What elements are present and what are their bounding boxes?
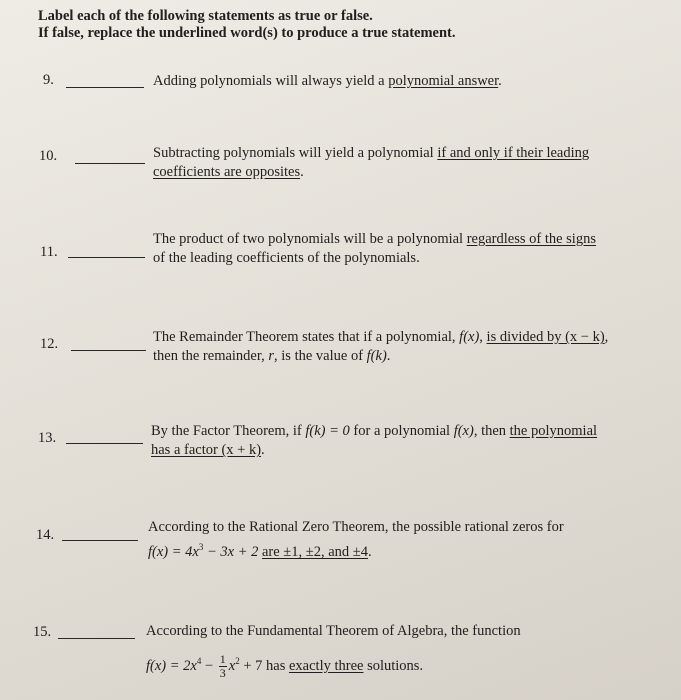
answer-blank[interactable] bbox=[66, 87, 144, 88]
question-number: 12. bbox=[40, 336, 59, 352]
math-expression: f(k) = 0 bbox=[305, 423, 350, 439]
fraction: $\frac{1}{3}$ bbox=[219, 652, 226, 680]
statement-text-line-2: has a factor (x + k). bbox=[151, 442, 265, 458]
underlined-phrase: polynomial answer bbox=[388, 73, 499, 89]
question-number: 9. bbox=[43, 72, 54, 88]
statement-text-line-2: then the remainder, r, is the value of f(k). bbox=[153, 348, 391, 364]
statement-text-line-2: coefficients are opposites. bbox=[153, 164, 304, 180]
answer-blank[interactable] bbox=[71, 350, 146, 351]
underlined-phrase: if and only if their leading bbox=[437, 145, 590, 161]
instructions-line-2: If false, replace the underlined word(s) to produce a true statement. bbox=[38, 25, 456, 41]
statement-text-line-2: of the leading coefficients of the polynomials. bbox=[153, 250, 420, 266]
statement-text: Subtracting polynomials will yield a polynomial if and only if their leading bbox=[153, 145, 590, 161]
underlined-phrase-cont: has a factor (x + k) bbox=[151, 442, 262, 458]
question-number: 14. bbox=[36, 527, 55, 543]
statement-text-line-2: $f(x) = 2x^4$ − $\frac{1}{3}$ $x^2 + 7$ has exactly three solutions. bbox=[146, 652, 424, 680]
underlined-phrase: the polynomial bbox=[509, 423, 598, 439]
answer-blank[interactable] bbox=[66, 443, 143, 444]
underlined-phrase-cont: coefficients are opposites bbox=[153, 164, 301, 180]
statement-text: Adding polynomials will always yield a polynomial answer. bbox=[153, 73, 502, 89]
statement-text: By the Factor Theorem, if f(k) = 0 for a polynomial f(x), then the polynomial bbox=[151, 423, 598, 439]
question-number: 10. bbox=[39, 148, 58, 164]
question-number: 11. bbox=[40, 244, 58, 260]
answer-blank[interactable] bbox=[58, 638, 135, 639]
statement-text-line-2: $f(x) = 4x^3 - 3x + 2$ are ±1, ±2, and ±4. bbox=[148, 542, 372, 560]
math-expression: f(x) = 2x bbox=[146, 657, 197, 674]
question-number: 13. bbox=[38, 430, 57, 446]
statement-text: The Remainder Theorem states that if a polynomial, f(x), is divided by (x − k), bbox=[153, 329, 609, 345]
instructions-line-1: Label each of the following statements as true or false. bbox=[38, 8, 373, 24]
instructions-heading bbox=[38, 8, 456, 42]
math-expression: f(x) bbox=[459, 329, 480, 345]
question-number: 15. bbox=[33, 624, 52, 640]
underlined-phrase: are ±1, ±2, and ±4 bbox=[261, 543, 368, 560]
underlined-phrase: exactly three bbox=[288, 657, 364, 674]
statement-text: The product of two polynomials will be a polynomial regardless of the signs bbox=[153, 231, 596, 247]
answer-blank[interactable] bbox=[62, 540, 138, 541]
math-expression-2: f(x) bbox=[453, 423, 474, 439]
answer-blank[interactable] bbox=[68, 257, 145, 258]
underlined-phrase: regardless of the signs bbox=[466, 231, 596, 247]
statement-text: According to the Rational Zero Theorem, the possible rational zeros for bbox=[148, 519, 564, 535]
answer-blank[interactable] bbox=[75, 163, 145, 164]
underlined-phrase: is divided by (x − k) bbox=[486, 329, 605, 345]
math-expression: f(x) = 4x bbox=[148, 543, 199, 560]
statement-text: According to the Fundamental Theorem of Algebra, the function bbox=[146, 623, 521, 639]
math-expression: f(k) bbox=[366, 348, 387, 364]
